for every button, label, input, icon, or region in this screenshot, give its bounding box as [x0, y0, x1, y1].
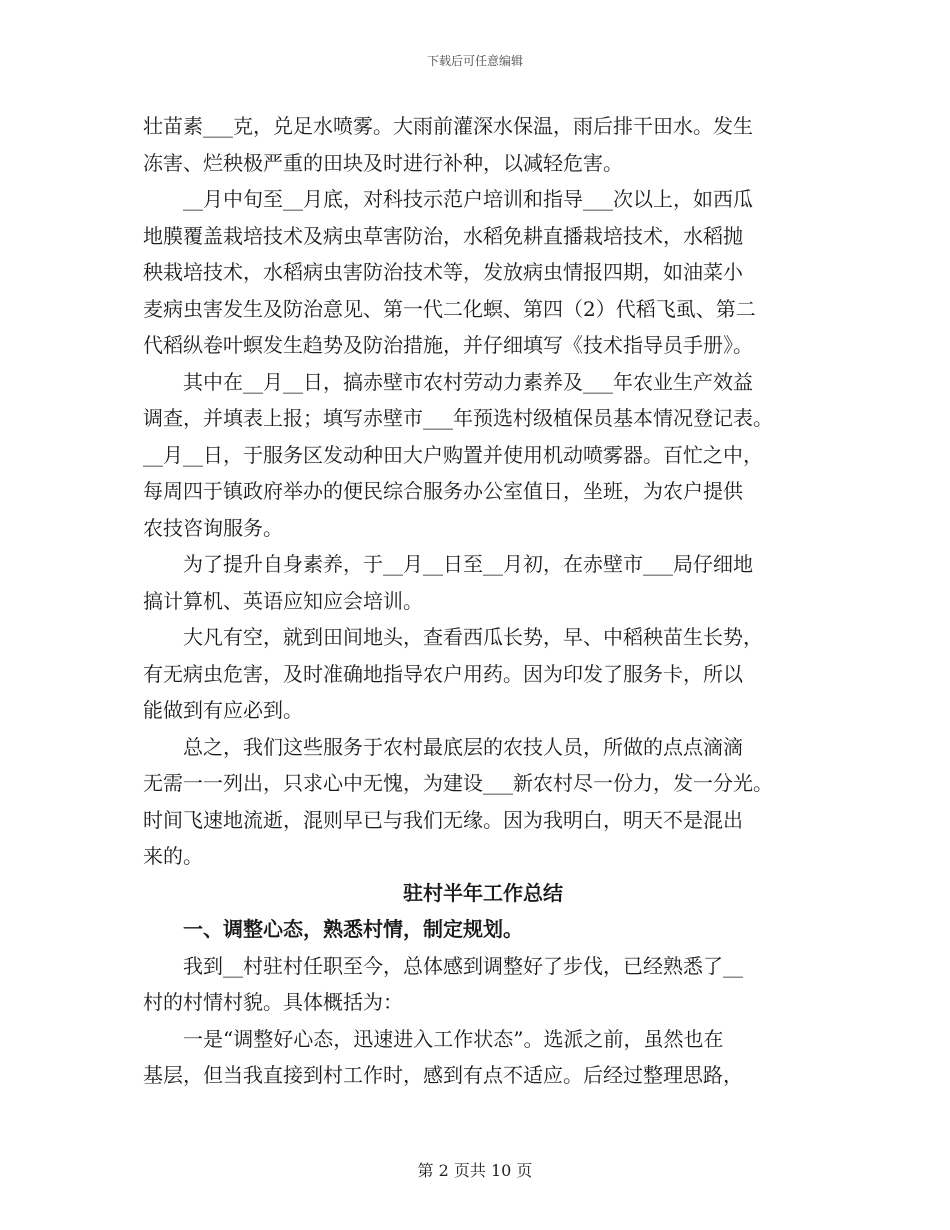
page-footer: 第 2 页共 10 页 — [417, 1161, 533, 1180]
text-line: 麦病虫害发生及防治意见、第一代二化螟、第四（2）代稻飞虱、第二 — [143, 296, 756, 321]
text-line: 能做到有应必到。 — [143, 698, 303, 722]
text-line: __月__日，于服务区发动种田大户购置并使用机动喷雾器。百忙之中， — [143, 442, 763, 467]
text-line: 冻害、烂秧极严重的田块及时进行补种，以减轻危害。 — [143, 150, 623, 175]
page-header: 下载后可任意编辑 — [426, 54, 523, 68]
text-line: 每周四于镇政府举办的便民综合服务办公室值日，坐班，为农户提供 — [143, 479, 743, 503]
text-line: 来的。 — [143, 844, 203, 868]
text-line: 农技咨询服务。 — [143, 515, 283, 540]
text-line: 为了提升自身素养，于__月__日至__月初，在赤壁市___局仔细地 — [143, 552, 753, 576]
document-body — [143, 108, 823, 1094]
text-line: 大凡有空，就到田间地头，查看西瓜长势，早、中稻秧苗生长势， — [143, 625, 763, 649]
text-line: 调查，并填表上报；填写赤壁市___年预选村级植保员基本情况登记表。 — [143, 406, 773, 430]
text-line: 基层，但当我直接到村工作时，感到有点不适应。后经过整理思路， — [143, 1063, 743, 1087]
text-line: 时间飞速地流逝，混则早已与我们无缘。因为我明白，明天不是混出 — [143, 807, 743, 832]
text-line: 壮苗素___克，兑足水喷雾。大雨前灌深水保温，雨后排干田水。发生 — [143, 114, 753, 138]
text-line: 我到__村驻村任职至今，总体感到调整好了步伐，已经熟悉了__ — [143, 953, 743, 978]
text-line: 搞计算机、英语应知应会培训。 — [143, 588, 423, 613]
text-line: 秧栽培技术，水稻病虫害防治技术等，发放病虫情报四期，如油菜小 — [143, 260, 743, 284]
section-heading: 一、调整心态，熟悉村情，制定规划。 — [143, 917, 523, 941]
text-line: 其中在__月__日，搞赤壁市农村劳动力素养及___年农业生产效益 — [143, 369, 753, 394]
text-line: 代稻纵卷叶螟发生趋势及防治措施，并仔细填写《技术指导员手册》。 — [143, 333, 753, 357]
section-title: 驻村半年工作总结 — [403, 880, 563, 905]
text-line: 总之，我们这些服务于农村最底层的农技人员，所做的点点滴滴 — [143, 734, 743, 759]
text-line: 有无病虫危害，及时准确地指导农户用药。因为印发了服务卡，所以 — [143, 661, 743, 686]
text-line: 一是“调整好心态，迅速进入工作状态”。选派之前，虽然也在 — [143, 1026, 724, 1051]
text-line: __月中旬至__月底，对科技示范户培训和指导___次以上，如西瓜 — [143, 187, 753, 211]
text-line: 无需一一列出，只求心中无愧，为建设___新农村尽一份力，发一分光。 — [143, 771, 773, 795]
text-line: 村的村情村貌。具体概括为： — [143, 990, 403, 1014]
text-line: 地膜覆盖栽培技术及病虫草害防治，水稻免耕直播栽培技术，水稻抛 — [143, 223, 743, 248]
